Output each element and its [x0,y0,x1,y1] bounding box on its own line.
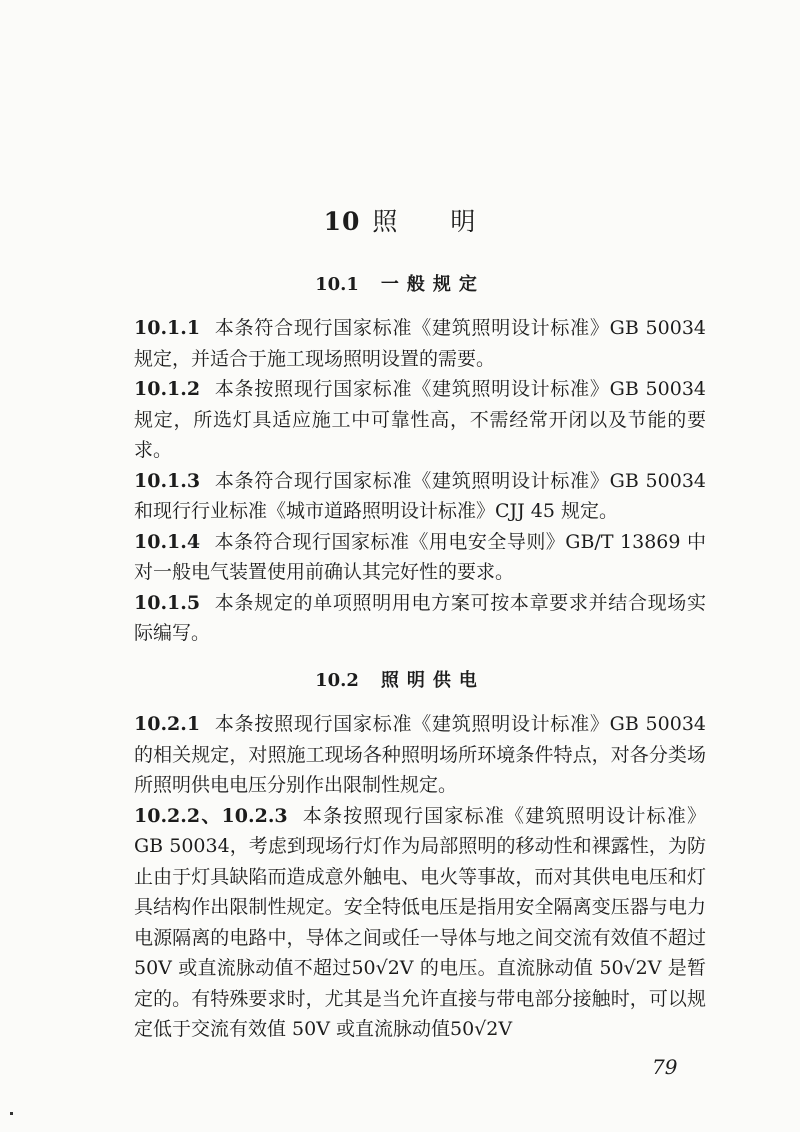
chapter-title [0,202,800,238]
clause-text: 本条按照现行国家标准《建筑照明设计标准》GB 50034规定，所选灯具适应施工中可靠性高，不需经常开闭以及节能的要求。 [134,378,706,461]
section-heading-10-1 [0,270,800,296]
section-body-10-2 [134,709,706,1045]
clause-text: 本条规定的单项照明用电方案可按本章要求并结合现场实际编写。 [134,591,706,644]
clause-number: 10.1.5 [134,591,201,614]
section-number: 10.1 [315,274,359,295]
clause-10-1-3 [134,466,706,527]
section-heading-10-2 [0,666,800,692]
clause-number: 10.1.1 [134,317,201,339]
clause-number: 10.1.2 [134,378,201,400]
clause-10-2-1 [134,709,706,801]
section-title: 一般规定 [380,274,485,295]
clause-10-1-1 [134,313,706,374]
chapter-title-char-1: 照 [372,207,399,236]
clause-text: 本条符合现行国家标准《建筑照明设计标准》GB 50034和现行行业标准《城市道路照明设计标准》CJJ 45 规定。 [134,469,706,522]
clause-number: 10.2.1 [134,713,201,735]
clause-text: 本条符合现行国家标准《用电安全导则》GB/T 13869 中对一般电气装置使用前确认其完好性的要求。 [134,530,706,583]
clause-text: 本条符合现行国家标准《建筑照明设计标准》GB 50034规定，并适合于施工现场照明设置的需要。 [134,317,706,370]
clause-10-2-2-10-2-3 [134,801,706,1045]
page-number: 79 [652,1055,678,1079]
section-body-10-1 [134,313,706,649]
clause-10-1-5 [134,588,706,649]
clause-number: 10.1.4 [134,530,201,553]
clause-10-1-2 [134,374,706,466]
clause-number: 10.1.3 [134,469,201,492]
clause-number: 10.2.2、10.2.3 [134,804,288,827]
chapter-number: 10 [323,207,361,236]
section-number: 10.2 [315,670,359,691]
clause-10-1-4 [134,527,706,588]
scan-speck [10,1112,13,1115]
chapter-title-char-2: 明 [450,207,477,236]
clause-text: 本条按照现行国家标准《建筑照明设计标准》GB 50034的相关规定，对照施工现场各种照明场所环境条件特点，对各分类场所照明供电电压分别作出限制性规定。 [134,713,706,796]
section-title: 照明供电 [380,670,485,691]
clause-text: 本条按照现行国家标准《建筑照明设计标准》GB 50034，考虑到现场行灯作为局部照明的移动性和裸露性，为防止由于灯具缺陷而造成意外触电、电火等事故，而对其供电电压和灯具结构作出限制性规定。安全特低电压是指用安全隔离变压器与电力电源隔离的电路中，导体之间或任一导体与地之间交流有效值不超过 50V 或直流脉动值不超过50√2V 的电压。直流脉动值 50√2V 是暂定的。有特殊要求时，尤其是当允许直接与带电部分接触时，可以规定低于交流有效值 50V 或直流脉动值50√2V [134,804,706,1040]
